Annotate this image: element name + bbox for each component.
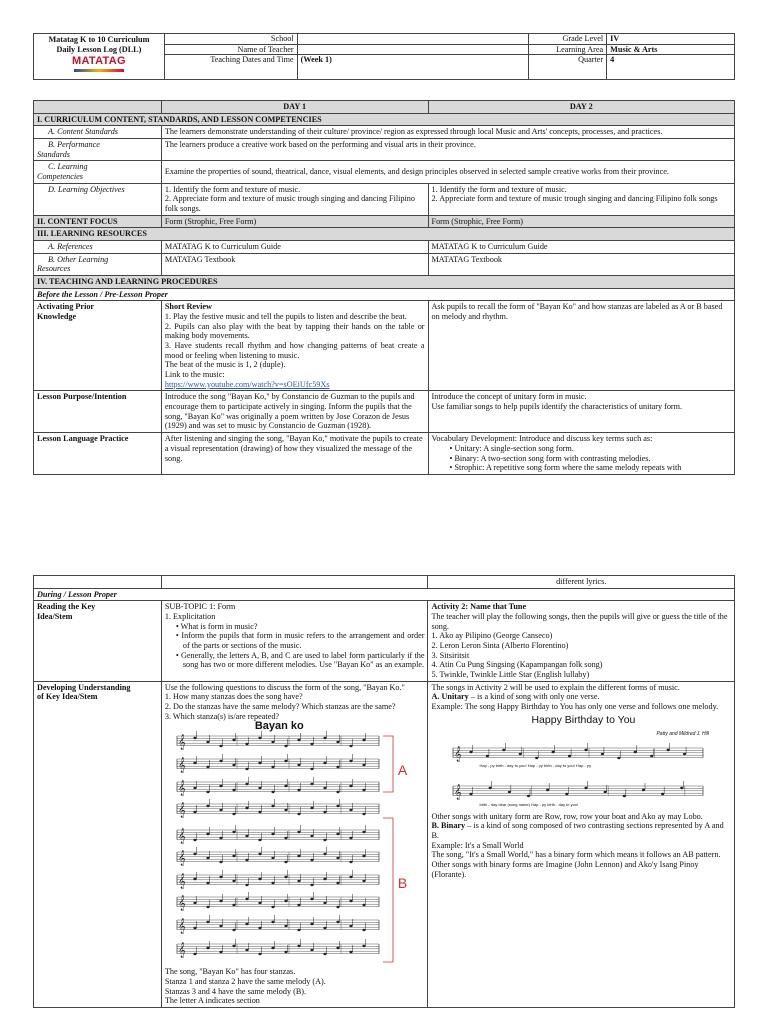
developing-label-2: of Key Idea/Stem <box>37 692 98 702</box>
language-day2 <box>428 433 734 475</box>
doc-title-cell <box>34 34 165 80</box>
matatag-logo <box>37 55 161 72</box>
purpose-label: Lesson Purpose/Intention <box>34 391 162 433</box>
form-bullet-3: • Generally, the letters A, B, and C are used to label form particularly if the song has two or more different melodies. Use "Bayan Ko" as an example. <box>173 651 425 670</box>
read-d2-4: 4. Atin Cu Pung Singsing (Kapampangan folk song) <box>431 660 603 670</box>
quarter-label: Quarter <box>529 55 607 80</box>
day1-header: DAY 1 <box>161 101 428 114</box>
purpose-d2-1: Introduce the concept of unitary form in music. <box>431 392 587 402</box>
performance-label-1: B. Performance <box>48 140 100 150</box>
hb-sheet-music <box>431 712 731 812</box>
content-standards-text: The learners demonstrate understanding of their culture/ province/ region as expressed through local Music and Arts' concepts, processes, and practices. <box>161 126 734 139</box>
unitary-definition <box>431 692 731 702</box>
bayan-ko-sheet-music <box>165 722 425 966</box>
activating-label-2: Knowledge <box>37 312 77 322</box>
svg-text:𝄞: 𝄞 <box>177 781 186 797</box>
doc-title-line2: Daily Lesson Log (DLL) <box>56 44 142 54</box>
objectives-label: D. Learning Objectives <box>34 183 162 215</box>
read-d1-1: SUB-TOPIC 1: Form <box>164 602 236 612</box>
header-table <box>33 33 735 80</box>
teacher-label: Name of Teacher <box>164 44 297 55</box>
section-b-label: B <box>397 875 408 892</box>
act-d1-4: The beat of the music is 1, 2 (duple). <box>164 360 286 370</box>
hb-title: Happy Birthday to You <box>531 713 636 726</box>
section-resources: III. LEARNING RESOURCES <box>34 228 735 241</box>
school-label: School <box>164 34 297 45</box>
references-day2: MATATAG K to Curriculum Guide <box>428 241 734 254</box>
dev-d1-a3: Stanzas 3 and 4 have the same melody (B). <box>164 986 307 996</box>
purpose-day2 <box>428 391 734 433</box>
binary-def: – is a kind of song composed of two contrasting sections represented by A and B. <box>431 821 724 841</box>
dev-d1-a1: The song, "Bayan Ko" has four stanzas. <box>164 967 296 977</box>
form-bullet-2: • Inform the pupils that form in music refers to the arrangement and order of the parts or sections of the music. <box>173 631 425 650</box>
dev-d1-q2: 2. Do the stanzas have the same melody? Which stanzas are the same? <box>164 702 396 712</box>
vocab-binary: • Binary: A two-section song form with contrasting melodies. <box>450 454 731 464</box>
developing-label <box>34 681 162 1007</box>
reading-day1 <box>161 601 428 681</box>
other-label-2: Resources <box>37 264 71 274</box>
grade-label: Grade Level <box>529 34 607 45</box>
obj-d1-2: 2. Appreciate form and texture of music trough singing and dancing Filipino folk songs. <box>164 194 415 214</box>
act-d1-2: 2. Pupils can also play with the beat by tapping their hands on the table or making body movements. <box>164 321 425 341</box>
hb-lyrics-2: birth - day dear (song name) Hap - py birth - day to you! <box>479 801 579 807</box>
section-procedures: IV. TEACHING AND LEARNING PROCEDURES <box>34 276 735 289</box>
focus-day1: Form (Strophic, Free Form) <box>161 215 428 228</box>
hb-credit: Patty and Mildred J. Hill <box>656 730 709 737</box>
focus-day2: Form (Strophic, Free Form) <box>428 215 734 228</box>
activating-label-1: Activating Prior <box>37 302 95 312</box>
purpose-d2-2: Use familiar songs to help pupils identify the characteristics of unitary form. <box>431 402 683 412</box>
hb-lyrics-1: Hap - py birth - day to you! Hap - py birth - day to you! Hap - py <box>479 762 592 768</box>
references-label: A. References <box>34 241 162 254</box>
happy-birthday-score <box>431 712 731 812</box>
obj-d2-1: 1. Identify the form and texture of music. <box>431 184 567 194</box>
other-label-1: B. Other Learning <box>48 254 109 264</box>
act-d1-1: 1. Play the festive music and tell the pupils to listen and describe the beat. <box>164 312 407 322</box>
read-d2-3: 3. Sitsiritsit <box>431 650 470 660</box>
act-d1-3: 3. Have students recall rhythm and how changing patterns of beat create a mood or feeling when listening to music. <box>164 341 425 360</box>
bayan-ko-score <box>165 722 425 966</box>
dev-d1-q1: 1. How many stanzas does the song have? <box>164 692 303 702</box>
vocab-list <box>432 444 731 473</box>
school-value <box>297 34 529 45</box>
read-d2-1: 1. Ako ay Pilipino (George Canseco) <box>431 631 553 641</box>
objectives-day1 <box>161 183 428 215</box>
developing-label-1: Developing Understanding <box>37 682 131 692</box>
activating-day2: Ask pupils to recall the form of "Bayan Ko" and how stanzas are labeled as A or B based on melody and rhythm. <box>428 301 734 391</box>
before-lesson-heading: Before the Lesson / Pre-Lesson Proper <box>34 288 735 301</box>
svg-text:𝄞: 𝄞 <box>177 803 186 819</box>
vocab-strophic: • Strophic: A repetitive song form where the same melody repeats with <box>450 463 731 473</box>
svg-text:𝄞: 𝄞 <box>177 829 186 845</box>
svg-text:𝄞: 𝄞 <box>177 919 186 935</box>
reading-label-2: Idea/Stem <box>37 612 73 622</box>
performance-standards-text: The learners produce a creative work based on the performing and visual arts in their province. <box>161 139 734 161</box>
dates-label: Teaching Dates and Time <box>164 55 297 80</box>
performance-label-2: Standards <box>37 149 70 159</box>
act-d1-5: Link to the music: <box>164 370 225 380</box>
read-d2-title: Activity 2: Name that Tune <box>431 602 527 612</box>
unitary-example: Example: The song Happy Birthday to You has only one verse and follows one melody. <box>431 702 719 712</box>
section-curriculum: I. CURRICULUM CONTENT, STANDARDS, AND LESSON COMPETENCIES <box>34 113 735 126</box>
svg-text:𝄞: 𝄞 <box>177 735 186 751</box>
reading-label <box>34 601 162 681</box>
language-label: Lesson Language Practice <box>34 433 162 475</box>
binary-description: The song, "It's a Small World," has a binary form which means it follows an AB pattern. Other songs with binary forms are Imagine (John Lennon) and Ako'y Isang Pinoy (Florante). <box>431 850 721 879</box>
svg-text:𝄞: 𝄞 <box>177 851 186 867</box>
day2-header: DAY 2 <box>428 101 734 114</box>
other-day2: MATATAG Textbook <box>428 253 734 275</box>
grade-value: IV <box>607 34 735 45</box>
other-resources-label <box>34 253 162 275</box>
svg-text:𝄞: 𝄞 <box>454 746 463 762</box>
read-d2-intro: The teacher will play the following songs, then the pupils will give or guess the title of the song. <box>431 612 728 631</box>
act-d1-title: Short Review <box>164 302 212 312</box>
obj-d1-1: 1. Identify the form and texture of music. <box>164 184 301 194</box>
performance-standards-label <box>34 139 162 161</box>
objectives-day2 <box>428 183 734 215</box>
dev-d1-q3: 3. Which stanza(s) is/are repeated? <box>164 711 280 721</box>
section-content-focus: II. CONTENT FOCUS <box>34 215 162 228</box>
activating-label <box>34 301 162 391</box>
unitary-def: – is a kind of song with only one verse. <box>468 692 600 702</box>
read-d2-5: 5. Twinkle, Twinkle Little Star (English lullaby) <box>431 670 590 680</box>
svg-text:𝄞: 𝄞 <box>177 896 186 912</box>
doc-title-line1: Matatag K to 10 Curriculum <box>48 35 150 44</box>
dev-d2-intro: The songs in Activity 2 will be used to explain the different forms of music. <box>431 682 680 692</box>
unitary-others: Other songs with unitary form are Row, row, row your boat and Ako ay may Lobo. <box>431 811 703 821</box>
quarter-value: 4 <box>607 55 735 80</box>
reading-label-1: Reading the Key <box>37 602 96 612</box>
binary-example: Example: It's a Small World <box>431 840 524 850</box>
svg-text:𝄞: 𝄞 <box>177 874 186 890</box>
reading-day2 <box>428 601 735 681</box>
area-label: Learning Area <box>529 44 607 55</box>
competencies-label-1: C. Learning <box>48 162 88 172</box>
lesson-table-page2 <box>33 575 735 1008</box>
score-title: Bayan ko <box>254 720 304 733</box>
teacher-value <box>297 44 529 55</box>
form-bullets <box>165 622 425 670</box>
lesson-table-page1 <box>33 100 735 475</box>
svg-text:𝄞: 𝄞 <box>454 784 463 800</box>
matatag-logo-text: MATATAG <box>72 55 126 68</box>
during-lesson-heading: During / Lesson Proper <box>34 588 735 601</box>
binary-definition <box>431 821 731 840</box>
obj-d2-2: 2. Appreciate form and texture of music trough singing and dancing Filipino folk songs <box>431 194 718 204</box>
dev-d1-a4: The letter A indicates section <box>164 996 260 1006</box>
developing-day1 <box>161 681 428 1007</box>
music-link[interactable]: https://www.youtube.com/watch?v=sOEiUfc59Xs <box>164 379 330 389</box>
competencies-text: Examine the properties of sound, theatrical, dance, visual elements, and design principles observed in selected sample creative works from their province. <box>161 161 734 183</box>
developing-day2 <box>428 681 735 1007</box>
form-bullet-1: • What is form in music? <box>173 622 425 632</box>
svg-text:𝄞: 𝄞 <box>177 758 186 774</box>
dev-d1-a2: Stanza 1 and stanza 2 have the same melody (A). <box>164 977 326 987</box>
other-day1: MATATAG Textbook <box>161 253 428 275</box>
purpose-day1: Introduce the song "Bayan Ko," by Constancio de Guzman to the pupils and encourage them to participate actively in singing. Inform the pupils that the song, "Bayan Ko" was originally a poem written by Jose Corazon de Jesus (1929) and was set to music by Constancio de Guzman (1928). <box>161 391 428 433</box>
vocab-unitary: • Unitary: A single-section song form. <box>450 444 731 454</box>
references-day1: MATATAG K to Curriculum Guide <box>161 241 428 254</box>
area-value: Music & Arts <box>607 44 735 55</box>
section-a-label: A <box>397 762 408 779</box>
binary-term: B. Binary <box>431 821 466 831</box>
content-standards-label: A. Content Standards <box>34 126 162 139</box>
lang-d2-intro: Vocabulary Development: Introduce and discuss key terms such as: <box>431 434 653 444</box>
dev-d1-intro: Use the following questions to discuss the form of the song, "Bayan Ko." <box>164 682 405 692</box>
activating-day1 <box>161 301 428 391</box>
dates-value: (Week 1) <box>297 55 529 80</box>
read-d1-2: 1. Explicitation <box>164 612 216 622</box>
read-d2-2: 2. Leron Leron Sinta (Alberto Florentino) <box>431 641 569 651</box>
language-day1: After listening and singing the song, "Bayan Ko," motivate the pupils to create a visual representation (drawing) of how they visualized the message of the song. <box>161 433 428 475</box>
unitary-term: A. Unitary <box>431 692 469 702</box>
vocab-continuation: different lyrics. <box>428 576 735 589</box>
competencies-label <box>34 161 162 183</box>
svg-text:𝄞: 𝄞 <box>177 943 186 959</box>
competencies-label-2: Competencies <box>37 172 83 182</box>
